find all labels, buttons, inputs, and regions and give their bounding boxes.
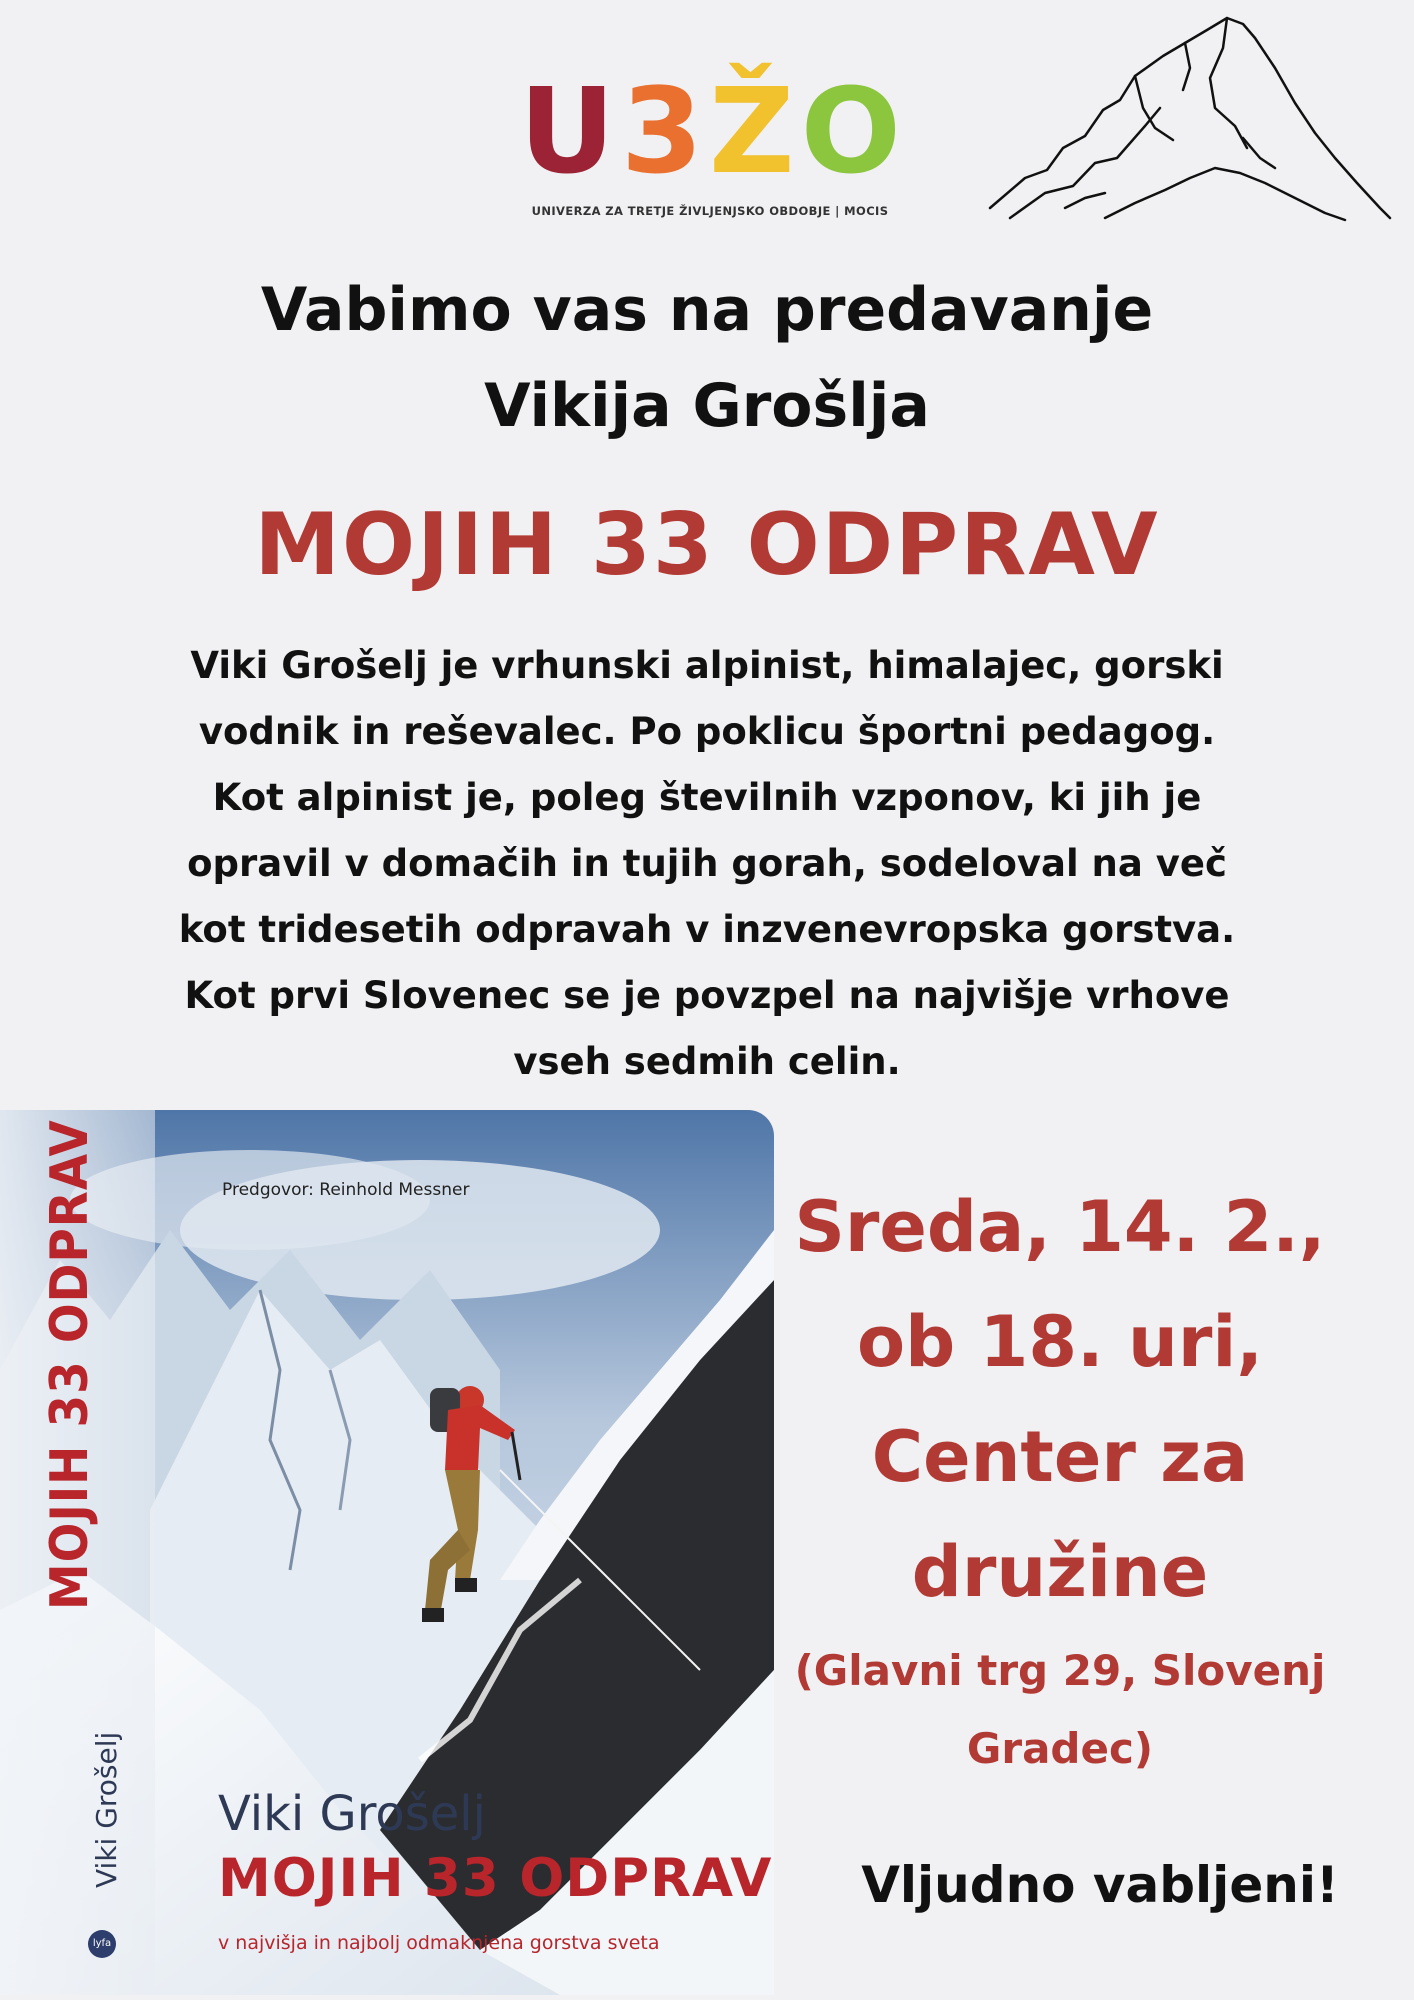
logo-letters <box>519 62 901 200</box>
logo-letter-u: U <box>519 62 615 200</box>
event-time: ob 18. uri, <box>857 1301 1263 1383</box>
invite-line-1: Vabimo vas na predavanje <box>260 275 1154 345</box>
logo-letter-3: 3 <box>620 62 704 200</box>
publisher-logo: lyfa <box>88 1930 116 1958</box>
logo-letter-z: Ž <box>709 62 795 200</box>
description-line: Viki Grošelj je vrhunski alpinist, himalajec, gorski <box>190 644 1224 687</box>
u3zo-logo <box>519 62 901 237</box>
book-title: MOJIH 33 ODPRAV <box>218 1848 773 1909</box>
address-line: (Glavni trg 29, Slovenj <box>794 1646 1326 1695</box>
event-address <box>780 1632 1340 1788</box>
event-date: Sreda, 14. 2., <box>794 1186 1326 1268</box>
description-line: Kot prvi Slovenec se je povzpel na najvišje vrhove <box>184 974 1230 1017</box>
lecture-title: MOJIH 33 ODPRAV <box>254 495 1160 595</box>
invite-line-2: Vikija Grošlja <box>484 371 930 441</box>
book-author: Viki Grošelj <box>218 1786 486 1842</box>
book-subtitle: v najvišja in najbolj odmaknjena gorstva sveta <box>218 1932 660 1954</box>
event-venue-line-1: Center za <box>871 1416 1249 1498</box>
description-line: opravil v domačih in tujih gorah, sodeloval na več <box>187 842 1227 885</box>
mountain-sketch-icon <box>985 8 1395 273</box>
logo-letter-o: O <box>800 62 901 200</box>
closing-text: Vljudno vabljeni! <box>861 1856 1339 1914</box>
event-details <box>780 1170 1340 1630</box>
book-spine-title: MOJIH 33 ODPRAV <box>40 1119 100 1610</box>
lecture-description <box>80 633 1334 1095</box>
description-line: kot tridesetih odpravah v inzvenevropska gorstva. <box>178 908 1236 951</box>
book-foreword: Predgovor: Reinhold Messner <box>222 1180 470 1200</box>
book-spine-author: Viki Grošelj <box>90 1731 123 1888</box>
description-line: vseh sedmih celin. <box>513 1040 901 1083</box>
event-venue-line-2: družine <box>911 1531 1209 1613</box>
invitation-heading <box>0 262 1414 454</box>
description-line: vodnik in reševalec. Po poklicu športni pedagog. <box>198 710 1216 753</box>
description-line: Kot alpinist je, poleg številnih vzponov, ki jih je <box>212 776 1202 819</box>
address-line: Gradec) <box>966 1724 1154 1773</box>
logo-tagline: UNIVERZA ZA TRETJE ŽIVLJENJSKO OBDOBJE | MOCIS <box>531 204 889 218</box>
